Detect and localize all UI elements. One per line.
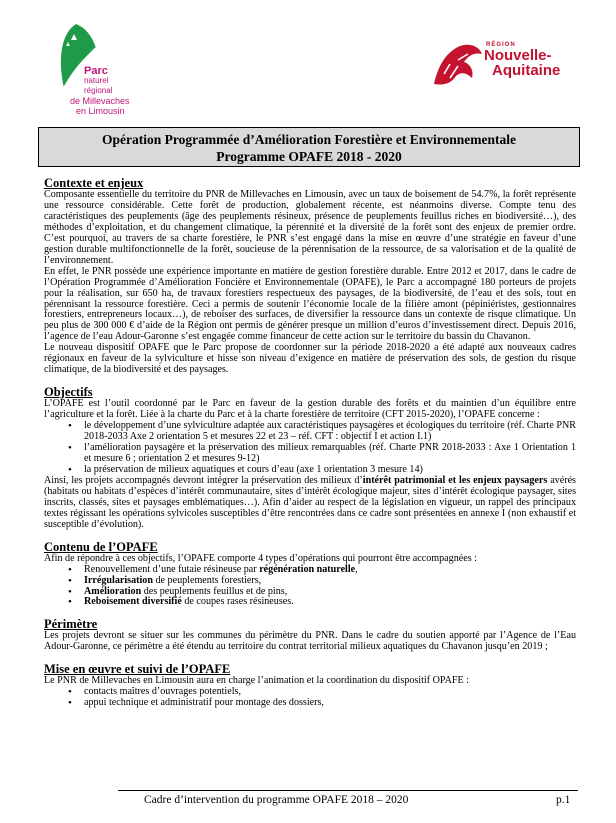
- text-run: des peuplements feuillus et de pins,: [141, 585, 288, 597]
- parc-logo-line2: naturel: [84, 76, 109, 85]
- text-run-bold: Irrégularisation: [84, 574, 153, 586]
- paragraph: Le PNR de Millevaches en Limousin aura en charge l’animation et la coordination du dispositif OPAFE :: [44, 675, 469, 687]
- paragraph: Le nouveau dispositif OPAFE que le Parc propose de coordonner sur la période 2018-2020 a été adapté aux nouveaux cadres régionaux en faveur de la sylviculture et hisse son niveau d’exigence en matière de préservation des sols, de gestion du risque climatique, de la biodiversité et des paysages.: [44, 342, 576, 376]
- section-heading: Mise en œuvre et suivi de l’OPAFE: [44, 662, 231, 677]
- operations-list: [44, 565, 576, 609]
- text-run-bold: Amélioration: [84, 585, 142, 597]
- footer-label: Cadre d’intervention du programme OPAFE 2018 – 2020: [144, 794, 409, 806]
- region-name-line2: Aquitaine: [492, 62, 561, 79]
- section-objectifs: [44, 385, 576, 530]
- list-item: • le développement d’une sylviculture adaptée aux caractéristiques paysagères et écologiques du territoire (réf. Charte PNR 2018-2033 Axe 2 orientation 5 et mesures 22 et 23 – réf. CFT : objectif I et action I.1): [62, 421, 576, 443]
- region-name-line1: Nouvelle-: [484, 47, 552, 64]
- section-heading: Périmètre: [44, 617, 98, 632]
- paragraph: L’OPAFE est l’outil coordonné par le Parc en faveur de la gestion durable des forêts et du maintien d’un équilibre entre l’agriculture et la forêt. Liée à la charte du Parc et à la charte forestière de territoire (CFT 2015-2020), l’OPAFE concerne :: [44, 398, 576, 421]
- paragraph: Les projets devront se situer sur les communes du périmètre du PNR. Dans le cadre du soutien apporté par l’Agence de l’Eau Adour-Garonne, ce périmètre a été étendu au territoire du contrat territorial milieux aquatiques du Chavanon jusqu’en 2019 ;: [44, 630, 576, 653]
- document-title: Opération Programmée d’Amélioration Forestière et Environnementale: [101, 132, 517, 147]
- section-heading: Contenu de l’OPAFE: [44, 539, 158, 554]
- text-run: de peuplements forestiers,: [152, 574, 262, 586]
- text-run: avérés (habitats ou habitats d’espèces d’intérêt communautaire, sites d’intérêt écologique majeur, sites d’intérêt écologique paysager, sites inscrits, classés, sites et paysages emblématiques…). Afin d’aider au respect de la législation en vigueur, un rappel des principaux textes régissant les opérations sylvicoles susceptibles d’être rencontrées dans ce cadre sont présentées en annexe I (non exhaustif et susceptible d’évolution).: [44, 474, 576, 530]
- document-title-box: [38, 127, 580, 167]
- region-lion-icon: [430, 40, 484, 92]
- text-run-bold: intérêt patrimonial et les enjeux paysagers: [362, 474, 548, 486]
- tasks-list: [44, 687, 576, 709]
- list-item: [62, 597, 576, 608]
- list-item: • la préservation de milieux aquatiques et cours d’eau (axe 1 orientation 3 mesure 14): [62, 465, 576, 476]
- list-item: • contacts maîtres d’ouvrages potentiels,: [62, 687, 576, 698]
- paragraph: Afin de répondre à ces objectifs, l’OPAFE comporte 4 types d’opérations qui pourront être accompagnées :: [44, 552, 477, 564]
- section-contexte: [44, 176, 576, 376]
- parc-logo-name: Parc: [84, 65, 108, 77]
- text-run: Ainsi, les projets accompagnés devront intégrer la préservation des milieux d’: [44, 474, 363, 486]
- section-heading: Objectifs: [44, 385, 93, 400]
- section-heading: Contexte et enjeux: [44, 176, 144, 190]
- text-run: ,: [355, 563, 358, 575]
- parc-logo: [48, 18, 158, 114]
- text-run: de coupes rases résineuses.: [181, 596, 294, 608]
- page-number: p.1: [556, 794, 571, 806]
- region-logo: [430, 40, 580, 100]
- parc-logo-line5: en Limousin: [76, 106, 125, 116]
- paragraph: [44, 476, 576, 531]
- section-perimetre: [44, 617, 576, 653]
- section-contenu: [44, 540, 576, 609]
- list-item: • l’amélioration paysagère et la préservation des milieux remarquables (réf. Charte PNR 2018-2033 : Axe 1 Orientation 1 et mesure 6 ; orientation 2 et mesures 9-12): [62, 443, 576, 465]
- text-run-bold: Reboisement diversifié: [84, 596, 182, 608]
- text-run-bold: régénération naturelle: [259, 563, 356, 575]
- paragraph: Composante essentielle du territoire du PNR de Millevaches en Limousin, avec un taux de boisement de 54.7%, la forêt représente une ressource considérable. Cette forêt de production, globalement récente, est néanmoins diverse. Compte tenu des caractéristiques des peuplements (âge des peuplements résineux, présence de peuplements feuillus riches en biodiversité…), des méthodes d’exploitation, et du changement climatique, la pérennité et la diversité de la forêt sont des enjeux de premier ordre. C’est pourquoi, au travers de sa charte forestière, le PNR s’est engagé dans la mise en œuvre d’une stratégie en faveur d’une gestion durable multifonctionnelle de la forêt, soucieuse de la pérennisation de la ressource, de sa valorisation et de la qualité de l’environnement.: [44, 189, 576, 266]
- document-subtitle: Programme OPAFE 2018 - 2020: [216, 149, 402, 164]
- document-body: [44, 176, 576, 718]
- text-run: Renouvellement d’une futaie résineuse par: [84, 563, 260, 575]
- parc-logo-line3: régional: [84, 86, 113, 95]
- region-label: RÉGION: [486, 42, 516, 48]
- parc-logo-line4: de Millevaches: [70, 96, 130, 106]
- objectives-list: [44, 421, 576, 476]
- list-item: • appui technique et administratif pour montage des dossiers,: [62, 698, 576, 709]
- paragraph: En effet, le PNR possède une expérience importante en matière de gestion forestière durable. Entre 2012 et 2017, dans le cadre de l’Opération Programmée d’Amélioration Foncière et Environnementale (OPAFE), le Parc a accompagné 180 porteurs de projets pour la réalisation, sur 650 ha, de travaux forestiers respectueux des paysages, de la biodiversité, de l’eau et des sols, tout en pérennisant la ressource forestière. Ceci a permis de soutenir l’économie locale de la filière amont (pépiniéristes, gestionnaires forestiers, entrepreneurs locaux…), de reboiser des surfaces, de diversifier la ressource dans un contexte de risque climatique. Un peu plus de 300 000 € d’aide de la Région ont permis de générer presque un million d’euros d’investissement direct. Depuis 2016, l’agence de l’eau Adour-Garonne s’est engagée comme financeur de cette action sur le territoire du bassin du Chavanon.: [44, 265, 576, 343]
- section-mise-en-oeuvre: [44, 662, 576, 709]
- page-footer: [118, 790, 578, 806]
